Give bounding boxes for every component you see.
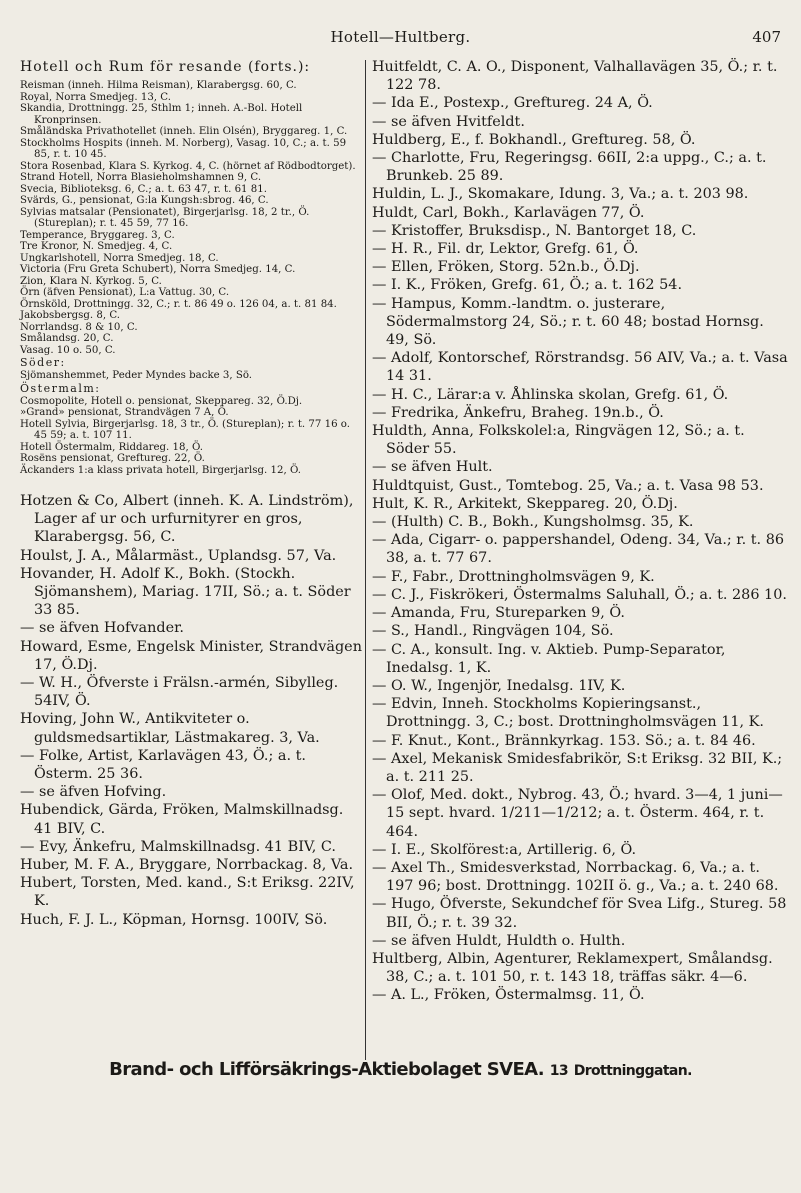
page-header [0,28,801,52]
directory-entry: — se äfven Hult. [372,459,493,476]
soder-list [20,370,365,382]
directory-entry: — Evy, Änkefru, Malmskillnadsg. 41 BIV, C. [20,838,337,855]
hotel-list [20,80,365,356]
directory-entry: Victoria (Fru Greta Schubert), Norra Smedjeg. 14, C. [20,264,296,275]
directory-entry: — C. J., Fiskrökeri, Östermalms Saluhall, Ö.; a. t. 286 10. [372,586,787,603]
directory-entry: — F. Knut., Kont., Brännkyrkag. 153. Sö.; a. t. 84 46. [372,732,756,749]
advertisement-footer [0,1059,801,1080]
directory-entry: Rosëns pensionat, Greftureg. 22, Ö. [20,453,205,464]
directory-entry: — Ada, Cigarr- o. pappershandel, Odeng. 34, Va.; r. t. 86 38, a. t. 77 67. [372,532,785,567]
directory-entry: Stockholms Hospits (inneh. M. Norberg), Vasag. 10, C.; a. t. 59 85, r. t. 10 45. [20,137,347,160]
directory-entry: — (Hulth) C. B., Bokh., Kungsholmsg. 35, K. [372,514,694,531]
directory-entry: — I. E., Skolförest:a, Artillerig. 6, Ö. [372,841,637,858]
directory-entry: — se äfven Hvitfeldt. [372,113,525,130]
directory-entry: Hult, K. R., Arkitekt, Skeppareg. 20, Ö.Dj. [372,495,678,512]
directory-entry: Svecia, Biblioteksg. 6, C.; a. t. 63 47, r. t. 61 81. [20,183,267,195]
directory-entry: Huldtquist, Gust., Tomtebog. 25, Va.; a. t. Vasa 98 53. [372,477,764,494]
directory-entry: Huber, M. F. A., Bryggare, Norrbackag. 8, Va. [20,857,354,874]
section-soder: Söder: [20,356,66,369]
spacer [20,476,365,492]
directory-entry: Småländska Privathotellet (inneh. Elin Olsén), Bryggareg. 1, C. [20,126,348,137]
directory-entry: — Kristoffer, Bruksdisp., N. Bantorget 18, C. [372,222,697,239]
directory-entry: Smålandsg. 20, C. [20,333,114,344]
directory-entry: — Charlotte, Fru, Regeringsg. 66II, 2:a uppg., C.; a. t. Brunkeb. 25 89. [372,150,767,185]
directory-entry: Huldt, Carl, Bokh., Karlavägen 77, Ö. [372,204,645,221]
directory-entry: Sjömanshemmet, Peder Myndes backe 3, Sö. [20,370,253,381]
directory-entry: Stora Rosenbad, Klara S. Kyrkog. 4, C. (hörnet af Rödbodtorget). [20,160,356,172]
directory-entry: Temperance, Bryggareg. 3, C. [20,229,175,241]
directory-entry: Hubendick, Gärda, Fröken, Malmskillnadsg. 41 BIV, C. [20,802,344,837]
column-divider [365,60,366,1060]
directory-entry: — I. K., Fröken, Grefg. 61, Ö.; a. t. 162 54. [372,277,683,294]
directory-entry: Huitfeldt, C. A. O., Disponent, Valhallavägen 35, Ö.; r. t. 122 78. [372,59,778,94]
directory-entry: Äckanders 1:a klass privata hotell, Birgerjarlsg. 12, Ö. [20,464,301,476]
directory-entry: — C. A., konsult. Ing. v. Aktieb. Pump-Separator, Inedalsg. 1, K. [372,641,726,676]
directory-entry: — O. W., Ingenjör, Inedalsg. 1IV, K. [372,677,626,694]
directory-list [20,492,365,929]
directory-entry: Royal, Norra Smedjeg. 13, C. [20,91,171,103]
directory-entry: — H. C., Lärar:a v. Åhlinska skolan, Grefg. 61, Ö. [372,386,729,403]
running-title: Hotell—Hultberg. [330,28,471,46]
directory-entry: — W. H., Öfverste i Frälsn.-armén, Sibylleg. 54IV, Ö. [20,675,339,710]
directory-entry: Svärds, G., pensionat, G:la Kungsh:sbrog. 46, C. [20,195,269,206]
directory-entry: Jakobsbergsg. 8, C. [20,310,121,321]
directory-entry: Sylvias matsalar (Pensionatet), Birgerjarlsg. 18, 2 tr., Ö. (Stureplan); r. t. 45 59, 77 16. [20,206,310,229]
directory-entry: — Edvin, Inneh. Stockholms Kopieringsanst., Drottningg. 3, C.; bost. Drottningholmsvägen 11, K. [372,696,764,731]
directory-entry: — A. L., Fröken, Östermalmsg. 11, Ö. [372,987,645,1004]
directory-entry: — Hampus, Komm.-landtm. o. justerare, Södermalmstorg 24, Sö.; r. t. 60 48; bostad Hornsg. 49, Sö. [372,295,764,349]
directory-entry: — Adolf, Kontorschef, Rörstrandsg. 56 AIV, Va.; a. t. Vasa 14 31. [372,350,788,385]
directory-entry: Huldberg, E., f. Bokhandl., Greftureg. 58, Ö. [372,131,696,148]
directory-entry: Hubert, Torsten, Med. kand., S:t Eriksg. 22IV, K. [20,875,355,910]
directory-entry: — Olof, Med. dokt., Nybrog. 43, Ö.; hvard. 3—4, 1 juni—15 sept. hvard. 1/211—1/212; a. t. Österm. 464, r. t. 464. [372,787,783,840]
directory-entry: — Hugo, Öfverste, Sekundchef för Svea Lifg., Stureg. 58 BII, Ö.; r. t. 39 32. [372,896,787,931]
section-ostermalm: Östermalm: [20,381,101,395]
directory-entry: — S., Handl., Ringvägen 104, Sö. [372,623,614,640]
directory-entry: Vasag. 10 o. 50, C. [20,344,116,356]
directory-entry: Örn (äfven Pensionat), L:a Vattug. 30, C. [20,287,230,298]
page-number: 407 [752,28,781,46]
left-column [20,58,365,929]
section-heading: Hotell och Rum för resande (forts.): [20,59,311,75]
directory-entry: Reisman (inneh. Hilma Reisman), Klarabergsg. 60, C. [20,80,297,91]
directory-entry: Hotell Sylvia, Birgerjarlsg. 18, 3 tr., Ö. (Stureplan); r. t. 77 16 o. 45 59; a. t. 107 11. [20,418,350,441]
directory-entry: Hotell Östermalm, Riddareg. 18, Ö. [20,441,203,453]
ad-company: Brand- och Lifförsäkrings-Aktiebolaget SVEA. [109,1059,545,1080]
directory-entry: »Grand» pensionat, Strandvägen 7 A, Ö. [20,407,229,418]
directory-entry: — F., Fabr., Drottningholmsvägen 9, K. [372,568,655,585]
directory-entry: Skandia, Drottningg. 25, Sthlm 1; inneh. A.-Bol. Hotell Kronprinsen. [20,103,303,126]
directory-entry: — Fredrika, Änkefru, Braheg. 19n.b., Ö. [372,404,664,421]
directory-entry: Hovander, H. Adolf K., Bokh. (Stockh. Sjömanshem), Mariag. 17II, Sö.; a. t. Söder 33 85. [20,565,351,619]
directory-entry: — se äfven Hofving. [20,784,167,801]
directory-entry: Howard, Esme, Engelsk Minister, Strandvägen 17, Ö.Dj. [20,638,362,673]
directory-entry: Tre Kronor, N. Smedjeg. 4, C. [20,241,173,252]
directory-entry: — Axel, Mekanisk Smidesfabrikör, S:t Eriksg. 32 BII, K.; a. t. 211 25. [372,750,783,785]
directory-entry: Huldin, L. J., Skomakare, Idung. 3, Va.; a. t. 203 98. [372,186,749,203]
ad-street: Drottninggatan. [573,1063,692,1079]
directory-entry: Ungkarlshotell, Norra Smedjeg. 18, C. [20,252,219,264]
directory-entry: Strand Hotell, Norra Blasieholmshamnen 9, C. [20,172,262,183]
directory-entry: Huldth, Anna, Folkskolel:a, Ringvägen 12, Sö.; a. t. Söder 55. [372,423,745,458]
directory-entry: Norrlandsg. 8 & 10, C. [20,321,138,333]
directory-entry: — se äfven Huldt, Huldth o. Hulth. [372,932,626,949]
ad-number: 13 [549,1063,569,1079]
directory-entry: Huch, F. J. L., Köpman, Hornsg. 100IV, Sö. [20,911,328,928]
directory-entry: Houlst, J. A., Målarmäst., Uplandsg. 57, Va. [20,547,337,564]
directory-entry: — Amanda, Fru, Stureparken 9, Ö. [372,605,625,622]
directory-entry: Zion, Klara N. Kyrkog. 5, C. [20,275,162,287]
directory-entry: Örnsköld, Drottningg. 32, C.; r. t. 86 49 o. 126 04, a. t. 81 84. [20,298,337,310]
directory-entry: — se äfven Hofvander. [20,620,184,637]
directory-entry: Hoving, John W., Antikviteter o. guldsmedsartiklar, Lästmakareg. 3, Va. [20,711,320,746]
directory-entry: — Folke, Artist, Karlavägen 43, Ö.; a. t. Österm. 25 36. [20,747,306,783]
directory-entry: Hotzen & Co, Albert (inneh. K. A. Lindström), Lager af ur och urfurnityrer en gros, Klarabergsg. 56, C. [20,493,354,546]
right-column [372,58,790,1005]
directory-list [372,58,790,1005]
ostermalm-list [20,396,365,477]
directory-entry: — H. R., Fil. dr, Lektor, Grefg. 61, Ö. [372,241,639,258]
directory-entry: — Axel Th., Smidesverkstad, Norrbackag. 6, Va.; a. t. 197 96; bost. Drottningg. 102II ö. g., Va.; a. t. 240 68. [372,859,779,895]
directory-entry: Hultberg, Albin, Agenturer, Reklamexpert, Smålandsg. 38, C.; a. t. 101 50, r. t. 143 18, träffas säkr. 4—6. [372,950,773,986]
directory-entry: Cosmopolite, Hotell o. pensionat, Skeppareg. 32, Ö.Dj. [20,395,303,407]
directory-entry: — Ellen, Fröken, Storg. 52n.b., Ö.Dj. [372,259,640,276]
directory-entry: — Ida E., Postexp., Greftureg. 24 A, Ö. [372,95,653,112]
